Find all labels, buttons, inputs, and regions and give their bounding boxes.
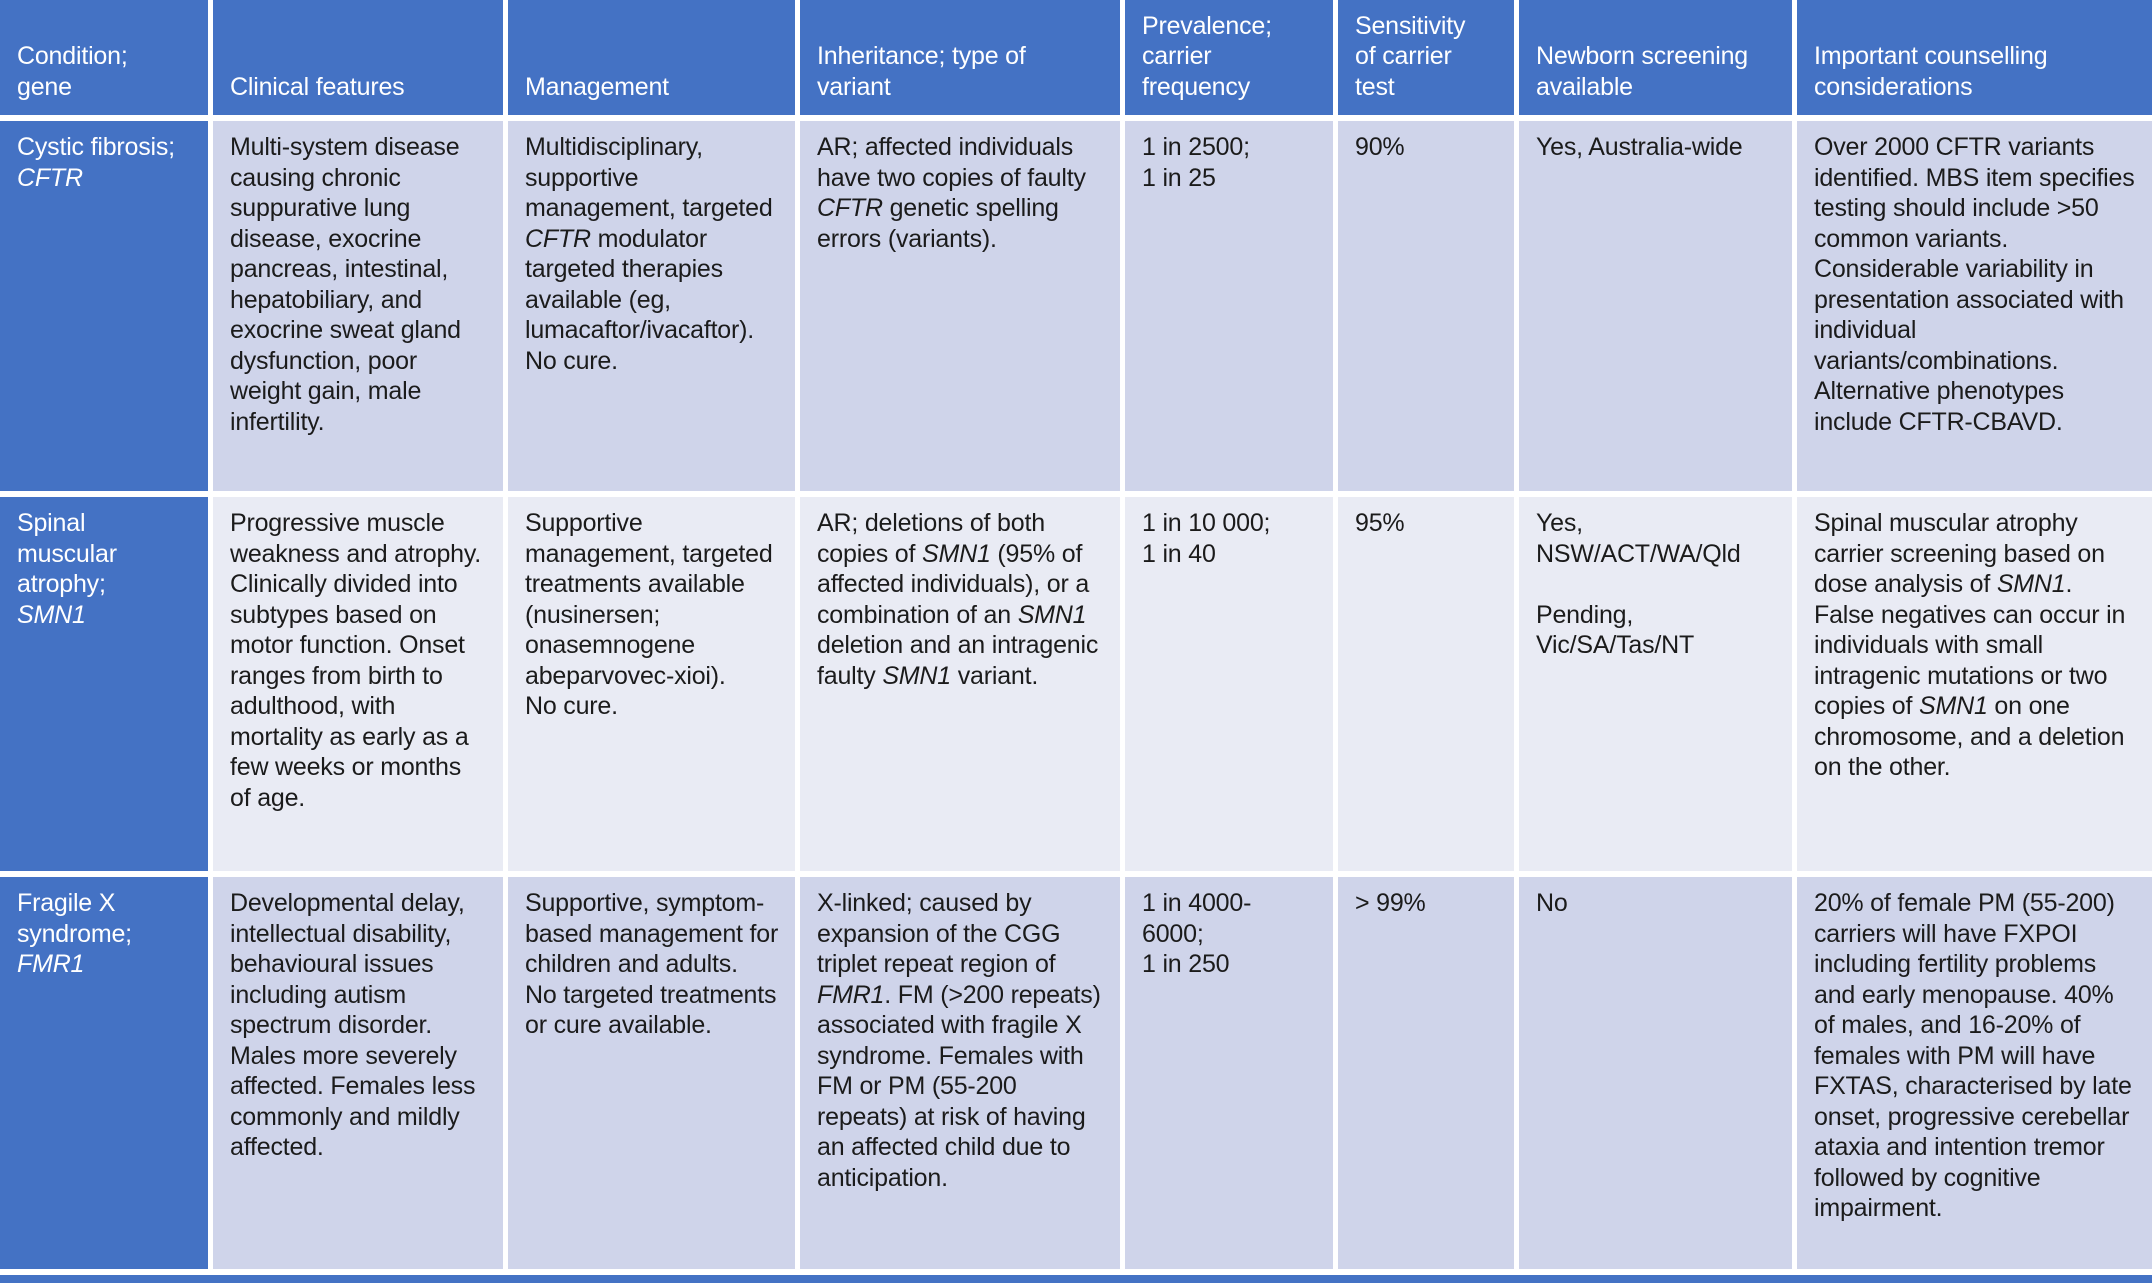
header-label: Condition; gene [17, 42, 128, 101]
cell-cystic-fibrosis-condition: Cystic fibrosis; CFTR [0, 121, 213, 497]
header-management [508, 0, 800, 121]
cell-cystic-fibrosis-sensitivity: 90% [1338, 121, 1519, 497]
header-label: Prevalence; carrier frequency [1142, 11, 1272, 101]
header-inheritance-variant [800, 0, 1125, 121]
header-prevalence-carrier-frequency [1125, 0, 1338, 121]
cell-cystic-fibrosis-newborn-screening: Yes, Australia-wide [1519, 121, 1797, 497]
table-bottom-border [0, 1275, 2152, 1283]
cell-sma-management: Supportive management, targeted treatments available (nusinersen; onasemnogene abeparvovec-xioi). No cure. [508, 497, 800, 877]
cell-cystic-fibrosis-counselling: Over 2000 CFTR variants identified. MBS item specifies testing should include >50 common variants. Considerable variability in presentation associated with individual variants/combinations. Alternative phenotypes include CFTR-CBAVD. [1797, 121, 2152, 497]
cell-cystic-fibrosis-management: Multidisciplinary, supportive management, targeted CFTR modulator targeted therapies available (eg, lumacaftor/ivacaftor). No cure. [508, 121, 800, 497]
cell-sma-newborn-screening: Yes, NSW/ACT/WA/Qld Pending, Vic/SA/Tas/NT [1519, 497, 1797, 877]
header-newborn-screening [1519, 0, 1797, 121]
header-label: Newborn screening available [1536, 42, 1748, 101]
cell-cystic-fibrosis-prevalence: 1 in 2500; 1 in 25 [1125, 121, 1338, 497]
header-label: Management [525, 72, 669, 101]
header-sensitivity-carrier-test [1338, 0, 1519, 121]
cell-fragile-x-newborn-screening: No [1519, 877, 1797, 1275]
header-counselling-considerations [1797, 0, 2152, 121]
cell-sma-prevalence: 1 in 10 000; 1 in 40 [1125, 497, 1338, 877]
cell-fragile-x-management: Supportive, symptom-based management for children and adults. No targeted treatments or cure available. [508, 877, 800, 1275]
cell-sma-condition: Spinal muscular atrophy; SMN1 [0, 497, 213, 877]
cell-fragile-x-clinical-features: Developmental delay, intellectual disability, behavioural issues including autism spectrum disorder. Males more severely affected. Females less commonly and mildly affected. [213, 877, 508, 1275]
header-label: Important counselling considerations [1814, 42, 2048, 101]
cell-sma-sensitivity: 95% [1338, 497, 1519, 877]
cell-cystic-fibrosis-clinical-features: Multi-system disease causing chronic suppurative lung disease, exocrine pancreas, intestinal, hepatobiliary, and exocrine sweat gland dysfunction, poor weight gain, male infertility. [213, 121, 508, 497]
header-clinical-features [213, 0, 508, 121]
cell-cystic-fibrosis-inheritance: AR; affected individuals have two copies of faulty CFTR genetic spelling errors (variants). [800, 121, 1125, 497]
cell-fragile-x-inheritance: X-linked; caused by expansion of the CGG triplet repeat region of FMR1. FM (>200 repeats) associated with fragile X syndrome. Females with FM or PM (55-200 repeats) at risk of having an affected child due to anticipation. [800, 877, 1125, 1275]
header-label: Clinical features [230, 72, 405, 101]
cell-sma-counselling: Spinal muscular atrophy carrier screening based on dose analysis of SMN1. False negatives can occur in individuals with small intragenic mutations or two copies of SMN1 on one chromosome, and a deletion on the other. [1797, 497, 2152, 877]
header-label: Sensitivity of carrier test [1355, 11, 1466, 101]
cell-fragile-x-condition: Fragile X syndrome; FMR1 [0, 877, 213, 1275]
cell-sma-clinical-features: Progressive muscle weakness and atrophy. Clinically divided into subtypes based on motor function. Onset ranges from birth to adulthood, with mortality as early as a few weeks or months of age. [213, 497, 508, 877]
cell-fragile-x-prevalence: 1 in 4000- 6000; 1 in 250 [1125, 877, 1338, 1275]
cell-fragile-x-sensitivity: > 99% [1338, 877, 1519, 1275]
header-condition-gene [0, 0, 213, 121]
header-label: Inheritance; type of variant [817, 42, 1026, 101]
cell-fragile-x-counselling: 20% of female PM (55-200) carriers will have FXPOI including fertility problems and early menopause. 40% of males, and 16-20% of females with PM will have FXTAS, characterised by late onset, progressive cerebellar ataxia and intention tremor followed by cognitive impairment. [1797, 877, 2152, 1275]
cell-sma-inheritance: AR; deletions of both copies of SMN1 (95% of affected individuals), or a combination of an SMN1 deletion and an intragenic faulty SMN1 variant. [800, 497, 1125, 877]
